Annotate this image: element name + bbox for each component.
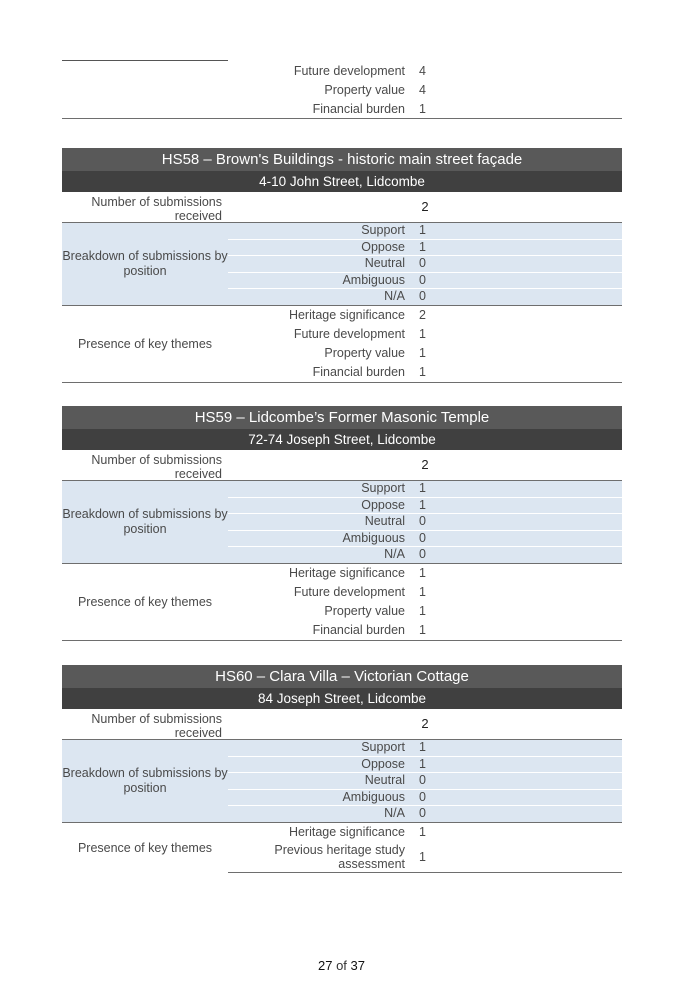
page-number (0, 958, 683, 973)
themes-block (62, 306, 622, 383)
theme-label: Previous heritage study assessment (274, 842, 405, 871)
breakdown-row (228, 498, 622, 515)
section-address: 4-10 John Street, Lidcombe (62, 171, 622, 192)
breakdown-row (228, 806, 622, 822)
breakdown-block (62, 223, 622, 306)
submissions-label: Number of submissions received (91, 712, 222, 740)
theme-value: 2 (419, 308, 426, 322)
theme-value: 4 (419, 82, 426, 97)
position-label: Oppose (361, 756, 405, 771)
position-value: 0 (419, 806, 426, 820)
theme-value: 1 (419, 623, 426, 637)
breakdown-row (228, 531, 622, 548)
section-title: HS59 – Lidcombe’s Former Masonic Temple (62, 406, 622, 429)
submissions-row (62, 709, 622, 740)
theme-row (228, 621, 622, 640)
breakdown-row (228, 740, 622, 757)
position-value: 0 (419, 514, 426, 528)
position-value: 1 (419, 740, 426, 754)
theme-value: 1 (419, 604, 426, 618)
current-page: 27 (317, 958, 333, 973)
heritage-section-hs58 (62, 148, 622, 383)
breakdown-row (228, 757, 622, 774)
theme-value: 1 (419, 566, 426, 580)
section-title: HS58 – Brown's Buildings - historic main street façade (62, 148, 622, 171)
breakdown-row (228, 240, 622, 257)
theme-label: Property value (324, 604, 405, 618)
breakdown-row (228, 256, 622, 273)
position-label: Support (361, 740, 405, 754)
previous-section-themes (62, 61, 622, 119)
theme-label: Financial burden (312, 101, 405, 116)
theme-value: 1 (419, 825, 426, 839)
theme-row (228, 823, 622, 842)
theme-row (228, 306, 622, 325)
theme-row (228, 602, 622, 621)
submissions-row (62, 192, 622, 223)
breakdown-row (228, 514, 622, 531)
position-value: 0 (419, 547, 426, 561)
theme-label: Heritage significance (288, 566, 405, 580)
themes-label: Presence of key themes (77, 336, 213, 351)
position-value: 0 (419, 272, 426, 287)
position-value: 1 (419, 497, 426, 512)
theme-label: Property value (324, 82, 405, 97)
theme-row (228, 564, 622, 583)
submissions-value: 2 (421, 716, 429, 731)
breakdown-row (228, 790, 622, 807)
position-label: Ambiguous (342, 530, 405, 545)
breakdown-label: Breakdown of submissions by position (62, 506, 228, 536)
theme-label: Financial burden (312, 623, 405, 637)
position-label: Ambiguous (342, 272, 405, 287)
theme-value: 4 (419, 63, 426, 78)
theme-label: Future development (293, 585, 405, 599)
position-label: N/A (384, 289, 405, 303)
position-label: Ambiguous (342, 789, 405, 804)
heritage-section-hs60 (62, 665, 622, 873)
position-label: Support (361, 223, 405, 237)
position-value: 1 (419, 239, 426, 254)
breakdown-row (228, 773, 622, 790)
breakdown-label: Breakdown of submissions by position (62, 248, 228, 278)
theme-value: 1 (419, 365, 426, 379)
theme-row (228, 842, 622, 872)
theme-row (228, 583, 622, 602)
submissions-value: 2 (421, 457, 429, 472)
breakdown-block (62, 740, 622, 823)
position-label: Support (361, 481, 405, 495)
position-value: 1 (419, 481, 426, 495)
theme-value: 1 (419, 585, 426, 599)
theme-row (62, 99, 622, 118)
theme-label: Heritage significance (288, 825, 405, 839)
theme-row (62, 80, 622, 99)
theme-label: Heritage significance (288, 308, 405, 322)
position-value: 1 (419, 223, 426, 237)
breakdown-row (228, 547, 622, 563)
position-value: 0 (419, 789, 426, 804)
theme-value: 1 (419, 346, 426, 360)
theme-row (228, 363, 622, 382)
position-label: N/A (384, 806, 405, 820)
breakdown-row (228, 223, 622, 240)
theme-label: Financial burden (312, 365, 405, 379)
submissions-value: 2 (421, 199, 429, 214)
theme-value: 1 (419, 849, 426, 864)
breakdown-row (228, 273, 622, 290)
position-value: 1 (419, 756, 426, 771)
heritage-section-hs59 (62, 406, 622, 641)
theme-row (228, 344, 622, 363)
position-label: Oppose (361, 239, 405, 254)
theme-label: Future development (293, 63, 405, 78)
submissions-row (62, 450, 622, 481)
breakdown-row (228, 481, 622, 498)
breakdown-row (228, 289, 622, 305)
section-address: 72-74 Joseph Street, Lidcombe (62, 429, 622, 450)
position-value: 0 (419, 256, 426, 270)
submissions-label: Number of submissions received (91, 195, 222, 223)
position-label: Neutral (364, 256, 405, 270)
position-value: 0 (419, 530, 426, 545)
theme-row (228, 325, 622, 344)
position-label: Oppose (361, 497, 405, 512)
breakdown-block (62, 481, 622, 564)
theme-label: Future development (293, 327, 405, 341)
theme-row (62, 61, 622, 80)
section-address: 84 Joseph Street, Lidcombe (62, 688, 622, 709)
position-value: 0 (419, 773, 426, 787)
position-label: N/A (384, 547, 405, 561)
themes-block (62, 823, 622, 873)
breakdown-label: Breakdown of submissions by position (62, 765, 228, 795)
position-value: 0 (419, 289, 426, 303)
theme-label: Property value (324, 346, 405, 360)
position-label: Neutral (364, 773, 405, 787)
submissions-label: Number of submissions received (91, 453, 222, 481)
themes-label: Presence of key themes (77, 840, 213, 855)
themes-label: Presence of key themes (77, 594, 213, 609)
total-pages: 37 (350, 958, 366, 973)
page-of-label: of (336, 958, 347, 973)
section-title: HS60 – Clara Villa – Victorian Cottage (62, 665, 622, 688)
theme-value: 1 (419, 101, 426, 116)
themes-block (62, 564, 622, 641)
theme-value: 1 (419, 327, 426, 341)
position-label: Neutral (364, 514, 405, 528)
